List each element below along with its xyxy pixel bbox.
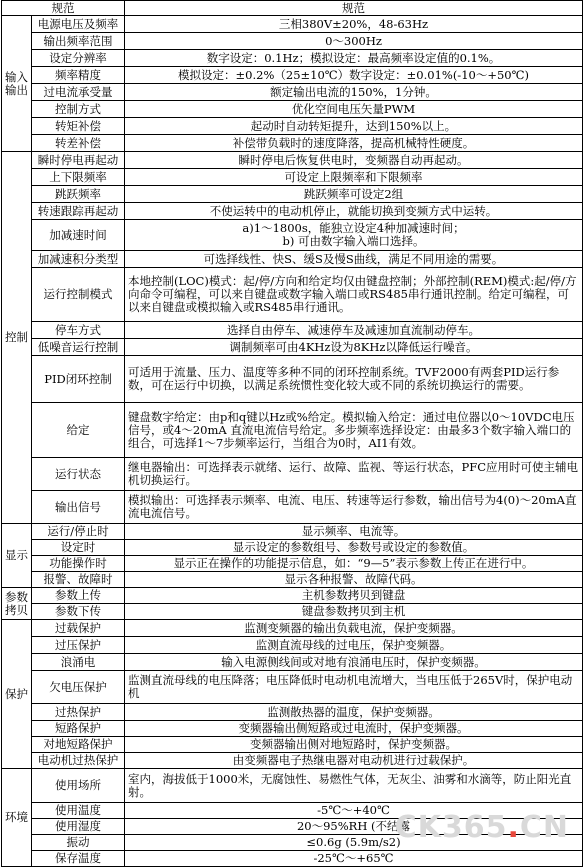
spec-value: 瞬时停电后恢复供电时，变频器自动再起动。: [125, 152, 583, 169]
spec-value: 补偿带负载时的速度降落，提高机械特性硬度。: [125, 135, 583, 152]
table-row: [2, 654, 583, 671]
table-row: [2, 851, 583, 867]
table-row: [2, 753, 583, 769]
spec-name: 控制方式: [32, 101, 125, 118]
table-row: [2, 220, 583, 251]
table-row: [2, 803, 583, 819]
table-row: [2, 819, 583, 835]
spec-name: 使用场所: [32, 769, 125, 803]
spec-value: 三相380V±20%，48-63Hz: [125, 16, 583, 33]
table-row: [2, 524, 583, 540]
spec-name: 转差补偿: [32, 135, 125, 152]
spec-name: 瞬时停电再起动: [32, 152, 125, 169]
table-row: [2, 356, 583, 403]
table-row: [2, 572, 583, 588]
spec-value: 0～300Hz: [125, 33, 583, 50]
table-row: [2, 835, 583, 851]
table-row: [2, 339, 583, 356]
table-row: [2, 637, 583, 654]
spec-value: 选择自由停车、减速停车及减速加直流制动停车。: [125, 322, 583, 339]
spec-value: 起动时自动转矩提升，达到150%以上。: [125, 118, 583, 135]
category-environment: 环境: [2, 769, 32, 867]
spec-value: 监测散热器的温度，保护变频器。: [125, 704, 583, 721]
spec-name: 参数上传: [32, 588, 125, 604]
table-row: [2, 769, 583, 803]
spec-name: 过压保护: [32, 637, 125, 654]
table-header-row: [2, 1, 583, 16]
table-row: [2, 403, 583, 458]
table-row: [2, 458, 583, 491]
spec-name: 转速跟踪再起动: [32, 203, 125, 220]
table-row: [2, 704, 583, 721]
spec-value: 显示设定的参数组号、参数号或设定的参数值。: [125, 540, 583, 556]
watermark-dot: .: [507, 810, 520, 845]
table-row: [2, 67, 583, 84]
spec-name: 对地短路保护: [32, 737, 125, 753]
watermark-text: CK365: [394, 810, 508, 845]
table-row: [2, 16, 583, 33]
spec-name: 参数下传: [32, 604, 125, 620]
header-spec-right: 规范: [125, 1, 583, 16]
table-row: [2, 491, 583, 524]
spec-name: PID闭环控制: [32, 356, 125, 403]
spec-value: 显示频率、电流等。: [125, 524, 583, 540]
table-row: [2, 721, 583, 737]
spec-value: 键盘数字给定：由p和q键以Hz或%给定。模拟输入给定：通过电位器以0～10VDC电压信号，或4～20mA 直流电流信号给定。多步频率选择设定：由最多3个数字输入端口的组合，可选择1～7步频率运行，当组合为0时，AI1有效。: [125, 403, 583, 458]
spec-value: 室内，海拔低于1000米，无腐蚀性、易燃性气体，无灰尘、油雾和水滴等，防止阳光直射。: [125, 769, 583, 803]
spec-value: 额定输出电流的150%，1分钟。: [125, 84, 583, 101]
table-row: [2, 101, 583, 118]
spec-value: 输入电源侧线间或对地有浪涌电压时，保护变频器。: [125, 654, 583, 671]
spec-name: 运行/停止时: [32, 524, 125, 540]
spec-name: 跳跃频率: [32, 186, 125, 203]
spec-name: 保存温度: [32, 851, 125, 867]
spec-value: 监测变频器的输出负载电流，保护变频器。: [125, 620, 583, 637]
spec-name: 过电流承受量: [32, 84, 125, 101]
spec-name: 报警、故障时: [32, 572, 125, 588]
table-row: [2, 169, 583, 186]
table-row: [2, 186, 583, 203]
spec-value: 数字设定：0.1Hz；模拟设定：最高频率设定值的0.1%。: [125, 50, 583, 67]
category-control: 控制: [2, 152, 32, 524]
table-row: [2, 540, 583, 556]
spec-value: 由变频器电子热继电器对电动机进行过载保护。: [125, 753, 583, 769]
spec-value: 显示各种报警、故障代码。: [125, 572, 583, 588]
spec-value: 本地控制(LOC)模式：起/停/方向和给定均仅由键盘控制；外部控制(REM)模式:起/停/方向命令可编程，可以来自键盘或数字输入端口或RS485串行通讯控制。给定可编程，可以来自键盘或模拟输入或RS485串行通讯。: [125, 268, 583, 322]
table-row: [2, 588, 583, 604]
spec-name: 运行控制模式: [32, 268, 125, 322]
spec-name: 使用湿度: [32, 819, 125, 835]
table-row: [2, 118, 583, 135]
table-row: [2, 322, 583, 339]
spec-value: 可选择线性、快S、缓S及慢S曲线，满足不同用途的需要。: [125, 251, 583, 268]
spec-name: 功能操作时: [32, 556, 125, 572]
spec-value: 显示正在操作的功能提示信息，如：“9—5”表示参数上传正在进行中。: [125, 556, 583, 572]
spec-name: 加减速积分类型: [32, 251, 125, 268]
spec-name: 输出信号: [32, 491, 125, 524]
spec-name: 过热保护: [32, 704, 125, 721]
category-display: 显示: [2, 524, 32, 588]
spec-name: 给定: [32, 403, 125, 458]
spec-name: 输出频率范围: [32, 33, 125, 50]
spec-name: 运行状态: [32, 458, 125, 491]
spec-name: 设定时: [32, 540, 125, 556]
spec-value: 跳跃频率可设定2组: [125, 186, 583, 203]
spec-name: 转矩补偿: [32, 118, 125, 135]
spec-value: -5℃～+40℃: [125, 803, 583, 819]
spec-name: 电源电压及频率: [32, 16, 125, 33]
table-row: [2, 33, 583, 50]
spec-name: 振动: [32, 835, 125, 851]
table-row: [2, 203, 583, 220]
table-row: [2, 268, 583, 322]
table-row: [2, 135, 583, 152]
spec-value: 模拟设定：±0.2%（25±10℃）数字设定：±0.01%(-10～+50℃): [125, 67, 583, 84]
table-row: [2, 604, 583, 620]
spec-value: 监测直流母线的电压降落；电压降低时电动机电流增大，当电压低于265V时，保护电动机: [125, 671, 583, 704]
spec-name: 低噪音运行控制: [32, 339, 125, 356]
spec-value: ≤0.6g (5.9m/s2): [125, 835, 583, 851]
spec-name: 频率精度: [32, 67, 125, 84]
specification-table: [1, 0, 583, 867]
spec-value: 监测直流母线的过电压，保护变频器。: [125, 637, 583, 654]
spec-name: 浪涌电: [32, 654, 125, 671]
spec-value: 优化空间电压矢量PWM: [125, 101, 583, 118]
table-row: [2, 671, 583, 704]
spec-value: 继电器输出：可选择表示就绪、运行、故障、监视、等运行状态，PFC应用时可使主辅电机切换运行。: [125, 458, 583, 491]
spec-name: 加减速时间: [32, 220, 125, 251]
spec-value: 主机参数拷贝到键盘: [125, 588, 583, 604]
watermark-suffix: CN: [519, 810, 569, 845]
category-io: 输入 输出: [2, 16, 32, 152]
spec-value: 不使运转中的电动机停止，就能切换到变频方式中运转。: [125, 203, 583, 220]
spec-value: 可适用于流量、压力、温度等多种不同的闭环控制系统。TVF2000有两套PID运行参数，可在运行中切换，以满足系统惯性变化较大或不同的系统切换运行的需要。: [125, 356, 583, 403]
spec-value: 变频器输出侧短路或过电流时，保护变频器。: [125, 721, 583, 737]
table-row: [2, 152, 583, 169]
table-row: [2, 620, 583, 637]
spec-value: -25℃～+65℃: [125, 851, 583, 867]
spec-name: 使用温度: [32, 803, 125, 819]
spec-value: 20～95%RH (不结露: [125, 819, 583, 835]
category-param-copy: 参数 拷贝: [2, 588, 32, 620]
spec-value: 键盘参数拷贝到主机: [125, 604, 583, 620]
table-row: [2, 556, 583, 572]
header-spec-left: 规范: [2, 1, 125, 16]
table-row: [2, 737, 583, 753]
spec-value: 调制频率可由4KHz设为8KHz以降低运行噪音。: [125, 339, 583, 356]
spec-name: 设定分辨率: [32, 50, 125, 67]
spec-value: a)1～1800s，能独立设定4种加减速时间； b) 可由数字输入端口选择。: [125, 220, 583, 251]
table-row: [2, 84, 583, 101]
spec-value: 可设定上限频率和下限频率: [125, 169, 583, 186]
spec-name: 停车方式: [32, 322, 125, 339]
table-row: [2, 251, 583, 268]
spec-name: 过载保护: [32, 620, 125, 637]
spec-name: 上下限频率: [32, 169, 125, 186]
spec-name: 欠电压保护: [32, 671, 125, 704]
spec-name: 短路保护: [32, 721, 125, 737]
spec-value: 变频器输出侧对地短路时，保护变频器。: [125, 737, 583, 753]
spec-name: 电动机过热保护: [32, 753, 125, 769]
table-row: [2, 50, 583, 67]
category-protection: 保护: [2, 620, 32, 769]
spec-value: 模拟输出：可选择表示频率、电流、电压、转速等运行参数，输出信号为4(0)～20mA直流电流信号。: [125, 491, 583, 524]
